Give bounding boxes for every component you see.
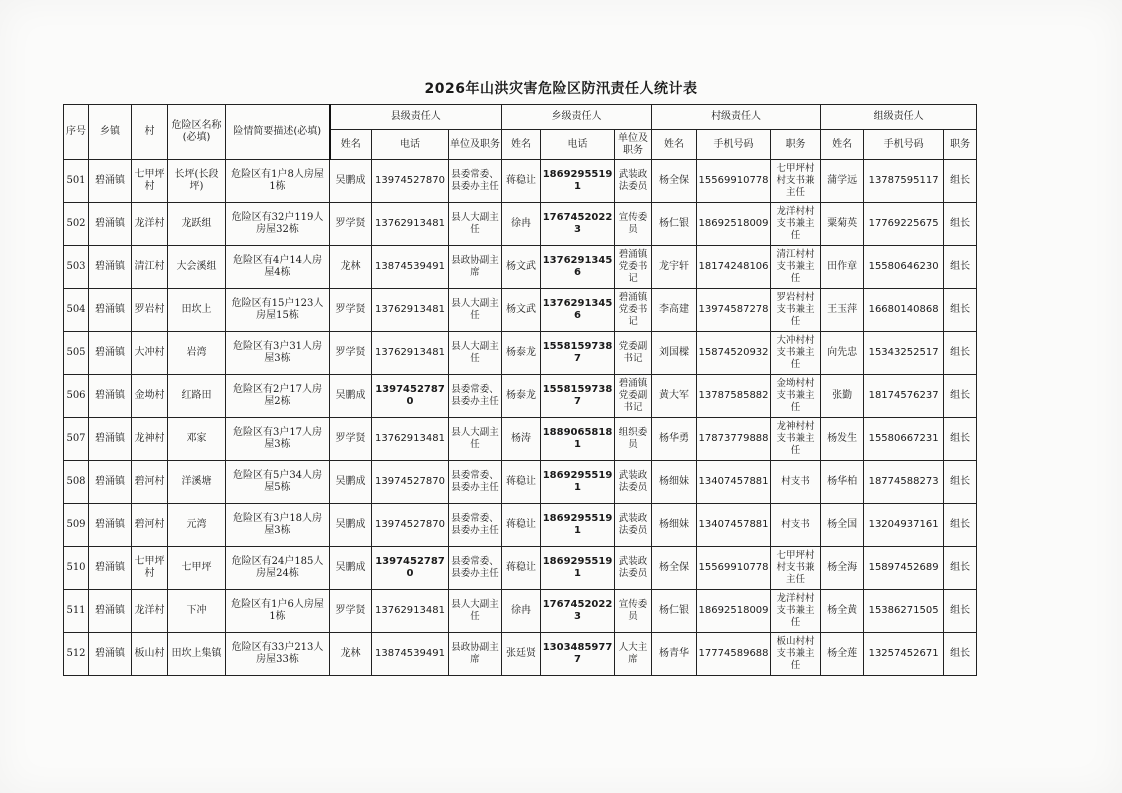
group-header-team: 组级责任人: [821, 105, 977, 130]
team-name-cell: 田作章: [821, 246, 864, 289]
table-row: [64, 203, 977, 246]
group-header-county: 县级责任人: [330, 105, 502, 130]
vil-name-cell: 杨全保: [652, 547, 697, 590]
col-header-zone-name: 危险区名称(必填): [168, 105, 226, 160]
town-cell: 碧涌镇: [89, 375, 132, 418]
county-title-cell: 县委常委、县委办主任: [449, 547, 502, 590]
team-mobile-cell: 13204937161: [864, 504, 944, 547]
vil-mobile-cell: 13787585882: [697, 375, 771, 418]
col-header-desc: 险情简要描述(必填): [226, 105, 330, 160]
county-name-cell: 吴鹏成: [330, 504, 372, 547]
zone-name-cell: 元湾: [168, 504, 226, 547]
vil-position-cell: 村支书: [771, 461, 821, 504]
vil-mobile-cell: 18174248106: [697, 246, 771, 289]
team-mobile-cell: 13787595117: [864, 160, 944, 203]
vil-name-cell: 李高建: [652, 289, 697, 332]
county-title-cell: 县委常委、县委办主任: [449, 160, 502, 203]
col-header-county-phone: 电话: [372, 130, 449, 160]
vil-name-cell: 杨细妹: [652, 461, 697, 504]
county-phone-cell: 13874539491: [372, 246, 449, 289]
table-body: [64, 160, 977, 676]
team-mobile-cell: 16680140868: [864, 289, 944, 332]
vil-position-cell: 罗岩村村支书兼主任: [771, 289, 821, 332]
county-phone-cell: 13974527870: [372, 160, 449, 203]
county-title-cell: 县人大副主任: [449, 418, 502, 461]
county-phone-cell: 13762913481: [372, 332, 449, 375]
team-position-cell: 组长: [944, 504, 977, 547]
county-name-cell: 罗学贤: [330, 289, 372, 332]
team-mobile-cell: 13257452671: [864, 633, 944, 676]
col-header-town-name: 姓名: [502, 130, 541, 160]
table-row: [64, 504, 977, 547]
table-row: [64, 160, 977, 203]
town-name-cell: 杨文武: [502, 246, 541, 289]
col-header-county-title: 单位及职务: [449, 130, 502, 160]
village-cell: 碧河村: [132, 461, 168, 504]
seq-cell: 506: [64, 375, 89, 418]
county-name-cell: 龙林: [330, 246, 372, 289]
county-name-cell: 吴鹏成: [330, 547, 372, 590]
county-title-cell: 县政协副主席: [449, 633, 502, 676]
county-phone-cell: 13762913481: [372, 590, 449, 633]
col-header-town-title: 单位及职务: [615, 130, 652, 160]
town-name-cell: 杨泰龙: [502, 375, 541, 418]
town-title-cell: 碧涌镇党委书记: [615, 246, 652, 289]
desc-cell: 危险区有3户17人房屋3栋: [226, 418, 330, 461]
group-header-village: 村级责任人: [652, 105, 821, 130]
county-title-cell: 县委常委、县委办主任: [449, 461, 502, 504]
vil-position-cell: 金坳村村支书兼主任: [771, 375, 821, 418]
team-mobile-cell: 15386271505: [864, 590, 944, 633]
town-name-cell: 蒋稳让: [502, 461, 541, 504]
col-header-vil-name: 姓名: [652, 130, 697, 160]
col-header-team-position: 职务: [944, 130, 977, 160]
town-phone-cell: 15581597387: [541, 332, 615, 375]
vil-name-cell: 杨仁银: [652, 590, 697, 633]
county-title-cell: 县人大副主任: [449, 289, 502, 332]
county-name-cell: 罗学贤: [330, 332, 372, 375]
town-cell: 碧涌镇: [89, 633, 132, 676]
team-position-cell: 组长: [944, 461, 977, 504]
county-title-cell: 县政协副主席: [449, 246, 502, 289]
team-name-cell: 杨全黄: [821, 590, 864, 633]
desc-cell: 危险区有3户31人房屋3栋: [226, 332, 330, 375]
vil-position-cell: 七甲坪村村支书兼主任: [771, 547, 821, 590]
desc-cell: 危险区有33户213人房屋33栋: [226, 633, 330, 676]
team-mobile-cell: 17769225675: [864, 203, 944, 246]
village-cell: 龙洋村: [132, 203, 168, 246]
town-phone-cell: 15581597387: [541, 375, 615, 418]
vil-mobile-cell: 15569910778: [697, 160, 771, 203]
desc-cell: 危险区有5户34人房屋5栋: [226, 461, 330, 504]
town-cell: 碧涌镇: [89, 461, 132, 504]
seq-cell: 512: [64, 633, 89, 676]
vil-position-cell: 村支书: [771, 504, 821, 547]
county-name-cell: 罗学贤: [330, 418, 372, 461]
zone-name-cell: 长坪(长段坪): [168, 160, 226, 203]
town-name-cell: 张廷贤: [502, 633, 541, 676]
zone-name-cell: 七甲坪: [168, 547, 226, 590]
town-name-cell: 杨泰龙: [502, 332, 541, 375]
team-name-cell: 杨华柏: [821, 461, 864, 504]
town-cell: 碧涌镇: [89, 504, 132, 547]
seq-cell: 511: [64, 590, 89, 633]
desc-cell: 危险区有1户6人房屋1栋: [226, 590, 330, 633]
header-row-groups: [64, 105, 977, 130]
table-row: [64, 590, 977, 633]
seq-cell: 507: [64, 418, 89, 461]
town-cell: 碧涌镇: [89, 590, 132, 633]
village-cell: 金坳村: [132, 375, 168, 418]
county-title-cell: 县人大副主任: [449, 332, 502, 375]
desc-cell: 危险区有3户18人房屋3栋: [226, 504, 330, 547]
vil-mobile-cell: 18692518009: [697, 203, 771, 246]
table-row: [64, 332, 977, 375]
county-name-cell: 罗学贤: [330, 203, 372, 246]
team-mobile-cell: 15580646230: [864, 246, 944, 289]
table-row: [64, 547, 977, 590]
team-position-cell: 组长: [944, 160, 977, 203]
team-position-cell: 组长: [944, 547, 977, 590]
team-position-cell: 组长: [944, 418, 977, 461]
team-name-cell: 杨全莲: [821, 633, 864, 676]
county-phone-cell: 13762913481: [372, 289, 449, 332]
seq-cell: 504: [64, 289, 89, 332]
county-phone-cell: 13974527870: [372, 504, 449, 547]
zone-name-cell: 大会溪组: [168, 246, 226, 289]
team-name-cell: 粟菊英: [821, 203, 864, 246]
town-phone-cell: 17674520223: [541, 590, 615, 633]
desc-cell: 危险区有4户14人房屋4栋: [226, 246, 330, 289]
desc-cell: 危险区有1户8人房屋1栋: [226, 160, 330, 203]
vil-position-cell: 七甲坪村村支书兼主任: [771, 160, 821, 203]
town-title-cell: 武装政法委员: [615, 160, 652, 203]
village-cell: 碧河村: [132, 504, 168, 547]
seq-cell: 509: [64, 504, 89, 547]
team-name-cell: 蒲学远: [821, 160, 864, 203]
village-cell: 龙神村: [132, 418, 168, 461]
town-name-cell: 杨文武: [502, 289, 541, 332]
vil-name-cell: 杨细妹: [652, 504, 697, 547]
responsibility-table: [63, 104, 977, 676]
team-position-cell: 组长: [944, 633, 977, 676]
town-title-cell: 宣传委员: [615, 590, 652, 633]
town-phone-cell: 13762913456: [541, 246, 615, 289]
table-row: [64, 289, 977, 332]
town-cell: 碧涌镇: [89, 547, 132, 590]
vil-mobile-cell: 13407457881: [697, 504, 771, 547]
vil-position-cell: 龙神村村支书兼主任: [771, 418, 821, 461]
county-phone-cell: 13974527870: [372, 547, 449, 590]
zone-name-cell: 岩湾: [168, 332, 226, 375]
col-header-seq: 序号: [64, 105, 89, 160]
county-title-cell: 县人大副主任: [449, 590, 502, 633]
desc-cell: 危险区有32户119人房屋32栋: [226, 203, 330, 246]
zone-name-cell: 红路田: [168, 375, 226, 418]
town-phone-cell: 18890658181: [541, 418, 615, 461]
desc-cell: 危险区有15户123人房屋15栋: [226, 289, 330, 332]
village-cell: 清江村: [132, 246, 168, 289]
vil-name-cell: 杨仁银: [652, 203, 697, 246]
team-mobile-cell: 18774588273: [864, 461, 944, 504]
town-title-cell: 碧涌镇党委副书记: [615, 375, 652, 418]
team-position-cell: 组长: [944, 590, 977, 633]
vil-position-cell: 大冲村村支书兼主任: [771, 332, 821, 375]
col-header-team-name: 姓名: [821, 130, 864, 160]
zone-name-cell: 下冲: [168, 590, 226, 633]
town-phone-cell: 13034859777: [541, 633, 615, 676]
town-cell: 碧涌镇: [89, 289, 132, 332]
zone-name-cell: 龙跃组: [168, 203, 226, 246]
vil-name-cell: 黄大军: [652, 375, 697, 418]
zone-name-cell: 洋溪塘: [168, 461, 226, 504]
team-name-cell: 张勤: [821, 375, 864, 418]
team-position-cell: 组长: [944, 289, 977, 332]
town-phone-cell: 18692955191: [541, 504, 615, 547]
team-position-cell: 组长: [944, 332, 977, 375]
town-cell: 碧涌镇: [89, 246, 132, 289]
town-title-cell: 武装政法委员: [615, 547, 652, 590]
town-name-cell: 杨涛: [502, 418, 541, 461]
team-mobile-cell: 15580667231: [864, 418, 944, 461]
table-row: [64, 246, 977, 289]
seq-cell: 510: [64, 547, 89, 590]
team-name-cell: 杨全国: [821, 504, 864, 547]
village-cell: 七甲坪村: [132, 160, 168, 203]
col-header-town: 乡镇: [89, 105, 132, 160]
town-title-cell: 碧涌镇党委书记: [615, 289, 652, 332]
col-header-vil-position: 职务: [771, 130, 821, 160]
zone-name-cell: 田坎上: [168, 289, 226, 332]
vil-mobile-cell: 18692518009: [697, 590, 771, 633]
vil-name-cell: 刘国樑: [652, 332, 697, 375]
col-header-team-mobile: 手机号码: [864, 130, 944, 160]
desc-cell: 危险区有2户17人房屋2栋: [226, 375, 330, 418]
team-name-cell: 杨发生: [821, 418, 864, 461]
desc-cell: 危险区有24户185人房屋24栋: [226, 547, 330, 590]
town-cell: 碧涌镇: [89, 418, 132, 461]
town-title-cell: 宣传委员: [615, 203, 652, 246]
county-name-cell: 吴鹏成: [330, 160, 372, 203]
town-cell: 碧涌镇: [89, 332, 132, 375]
seq-cell: 508: [64, 461, 89, 504]
county-title-cell: 县委常委、县委办主任: [449, 504, 502, 547]
town-phone-cell: 13762913456: [541, 289, 615, 332]
town-phone-cell: 18692955191: [541, 547, 615, 590]
town-phone-cell: 17674520223: [541, 203, 615, 246]
vil-mobile-cell: 15569910778: [697, 547, 771, 590]
town-title-cell: 人大主席: [615, 633, 652, 676]
team-mobile-cell: 15343252517: [864, 332, 944, 375]
town-title-cell: 组织委员: [615, 418, 652, 461]
col-header-town-phone: 电话: [541, 130, 615, 160]
town-name-cell: 蒋稳让: [502, 160, 541, 203]
town-cell: 碧涌镇: [89, 203, 132, 246]
town-title-cell: 武装政法委员: [615, 461, 652, 504]
town-phone-cell: 18692955191: [541, 461, 615, 504]
team-name-cell: 向先忠: [821, 332, 864, 375]
seq-cell: 502: [64, 203, 89, 246]
table-row: [64, 633, 977, 676]
vil-position-cell: 清江村村支书兼主任: [771, 246, 821, 289]
vil-mobile-cell: 17873779888: [697, 418, 771, 461]
town-cell: 碧涌镇: [89, 160, 132, 203]
county-name-cell: 吴鹏成: [330, 461, 372, 504]
county-phone-cell: 13974527870: [372, 375, 449, 418]
group-header-township: 乡级责任人: [502, 105, 652, 130]
table-row: [64, 375, 977, 418]
county-phone-cell: 13874539491: [372, 633, 449, 676]
seq-cell: 503: [64, 246, 89, 289]
table-row: [64, 461, 977, 504]
col-header-vil-mobile: 手机号码: [697, 130, 771, 160]
team-mobile-cell: 18174576237: [864, 375, 944, 418]
page-title: 2026年山洪灾害危险区防汛责任人统计表: [424, 81, 698, 97]
county-title-cell: 县人大副主任: [449, 203, 502, 246]
village-cell: 大冲村: [132, 332, 168, 375]
town-title-cell: 武装政法委员: [615, 504, 652, 547]
county-name-cell: 吴鹏成: [330, 375, 372, 418]
county-phone-cell: 13762913481: [372, 418, 449, 461]
town-name-cell: 蒋稳让: [502, 547, 541, 590]
town-name-cell: 徐冉: [502, 203, 541, 246]
vil-name-cell: 龙宇轩: [652, 246, 697, 289]
county-title-cell: 县委常委、县委办主任: [449, 375, 502, 418]
town-name-cell: 蒋稳让: [502, 504, 541, 547]
vil-name-cell: 杨青华: [652, 633, 697, 676]
county-phone-cell: 13974527870: [372, 461, 449, 504]
col-header-village: 村: [132, 105, 168, 160]
vil-position-cell: 龙洋村村支书兼主任: [771, 203, 821, 246]
team-position-cell: 组长: [944, 246, 977, 289]
team-name-cell: 王玉萍: [821, 289, 864, 332]
vil-mobile-cell: 13407457881: [697, 461, 771, 504]
vil-mobile-cell: 13974587278: [697, 289, 771, 332]
team-position-cell: 组长: [944, 203, 977, 246]
vil-mobile-cell: 17774589688: [697, 633, 771, 676]
seq-cell: 501: [64, 160, 89, 203]
vil-mobile-cell: 15874520932: [697, 332, 771, 375]
seq-cell: 505: [64, 332, 89, 375]
table-row: [64, 418, 977, 461]
town-title-cell: 党委副书记: [615, 332, 652, 375]
county-name-cell: 罗学贤: [330, 590, 372, 633]
county-name-cell: 龙林: [330, 633, 372, 676]
team-mobile-cell: 15897452689: [864, 547, 944, 590]
county-phone-cell: 13762913481: [372, 203, 449, 246]
team-position-cell: 组长: [944, 375, 977, 418]
town-phone-cell: 18692955191: [541, 160, 615, 203]
village-cell: 板山村: [132, 633, 168, 676]
vil-position-cell: 龙洋村村支书兼主任: [771, 590, 821, 633]
team-name-cell: 杨全海: [821, 547, 864, 590]
vil-position-cell: 板山村村支书兼主任: [771, 633, 821, 676]
col-header-county-name: 姓名: [330, 130, 372, 160]
village-cell: 龙洋村: [132, 590, 168, 633]
zone-name-cell: 田坎上集镇: [168, 633, 226, 676]
zone-name-cell: 邓家: [168, 418, 226, 461]
vil-name-cell: 杨华勇: [652, 418, 697, 461]
town-name-cell: 徐冉: [502, 590, 541, 633]
village-cell: 罗岩村: [132, 289, 168, 332]
village-cell: 七甲坪村: [132, 547, 168, 590]
vil-name-cell: 杨全保: [652, 160, 697, 203]
